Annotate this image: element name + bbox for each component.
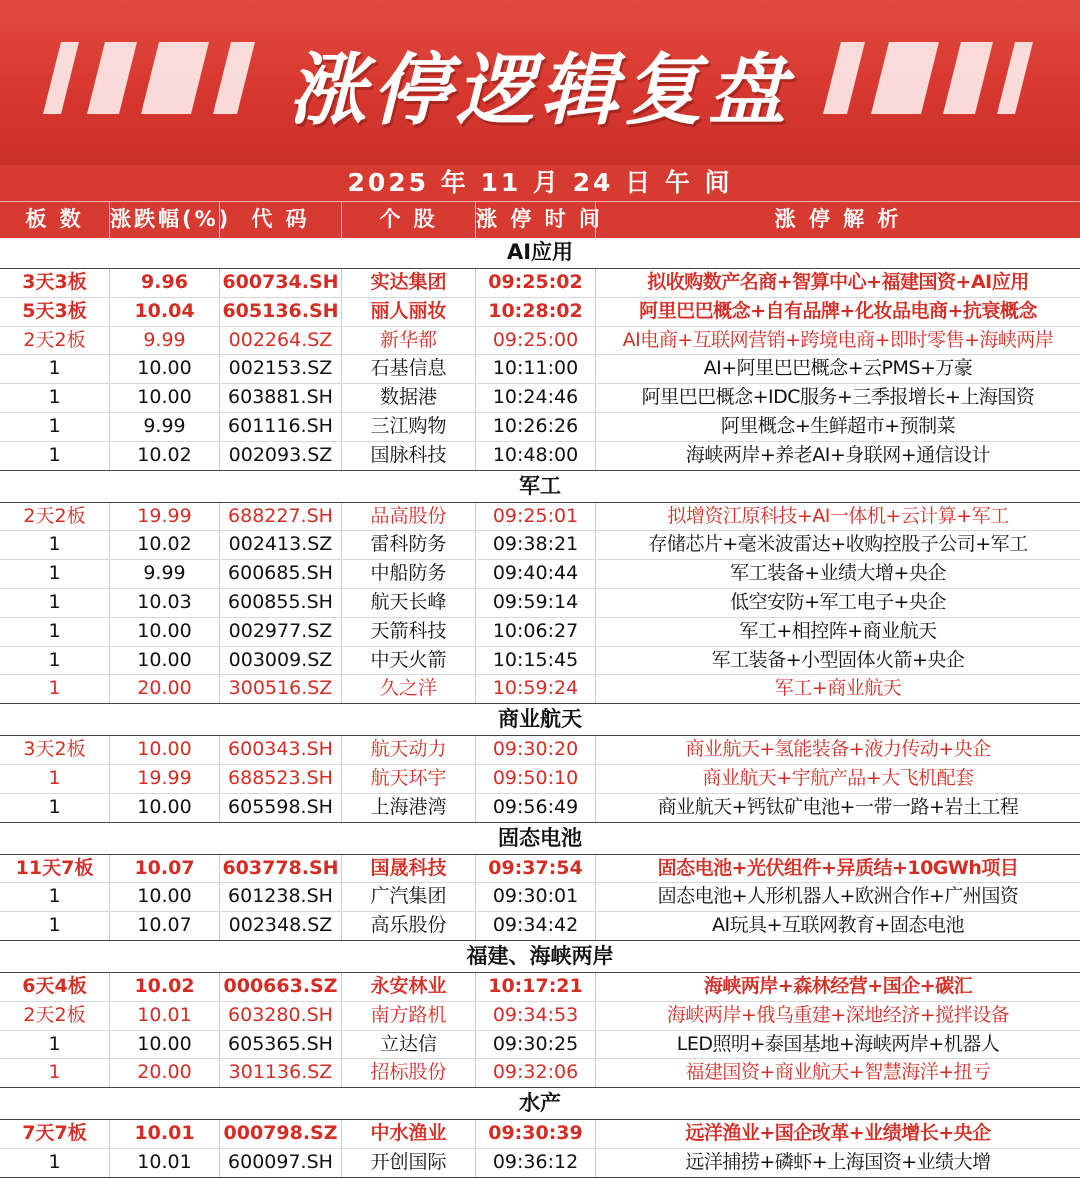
limit-time-cell: 09:56:49 (476, 794, 596, 822)
board-cell: 5天3板 (0, 298, 110, 326)
table-row (0, 736, 1080, 765)
sector-section (0, 237, 1080, 471)
stock-name-cell: 高乐股份 (342, 912, 476, 940)
analysis-cell: AI电商+互联网营销+跨境电商+即时零售+海峡两岸 (622, 328, 1054, 351)
change-cell: 10.02 (110, 442, 220, 470)
code-cell: 605365.SH (220, 1031, 342, 1059)
analysis-cell: AI+阿里巴巴概念+云PMS+万豪 (703, 357, 973, 380)
analysis-cell: 商业航天+氢能装备+液力传动+央企 (685, 738, 991, 761)
limit-time-cell: 10:15:45 (476, 647, 596, 675)
code-cell: 603280.SH (220, 1002, 342, 1030)
change-cell: 19.99 (110, 503, 220, 531)
code-cell: 002977.SZ (220, 618, 342, 646)
code-cell: 601116.SH (220, 413, 342, 441)
board-cell: 1 (0, 355, 110, 383)
change-cell: 10.07 (110, 855, 220, 883)
change-cell: 10.00 (110, 618, 220, 646)
limit-time-cell: 09:38:21 (476, 531, 596, 559)
table-row (0, 589, 1080, 618)
change-cell: 10.00 (110, 883, 220, 911)
limit-time-cell: 09:30:25 (476, 1031, 596, 1059)
table-row (0, 618, 1080, 647)
table-row (0, 647, 1080, 676)
stock-name-cell: 航天动力 (342, 736, 476, 764)
sector-section (0, 704, 1080, 822)
code-cell: 301136.SZ (220, 1059, 342, 1087)
stock-name-cell: 三江购物 (342, 413, 476, 441)
limit-time-cell: 09:25:01 (476, 503, 596, 531)
analysis-cell: 存储芯片+毫米波雷达+收购控股子公司+军工 (648, 533, 1028, 556)
analysis-cell: 海峡两岸+养老AI+身联网+通信设计 (685, 443, 991, 466)
table-row (0, 442, 1080, 470)
analysis-cell: 拟增资江原科技+AI一体机+云计算+军工 (667, 504, 1009, 527)
change-cell: 9.99 (110, 413, 220, 441)
title-banner (0, 0, 1080, 165)
limit-time-cell: 10:26:26 (476, 413, 596, 441)
date-line: 2025 年 11 月 24 日 午 间 (0, 165, 1080, 201)
sector-section (0, 941, 1080, 1088)
sector-title: 福建、海峡两岸 (0, 941, 1080, 973)
header-name: 个 股 (342, 202, 476, 238)
table-row (0, 1120, 1080, 1149)
stock-name-cell: 品高股份 (342, 503, 476, 531)
code-cell: 000798.SZ (220, 1120, 342, 1148)
analysis-cell: AI玩具+互联网教育+固态电池 (712, 914, 964, 937)
change-cell: 20.00 (110, 1059, 220, 1087)
analysis-cell: 商业航天+宇航产品+大飞机配套 (702, 766, 974, 789)
limit-time-cell: 09:50:10 (476, 765, 596, 793)
table-row (0, 298, 1080, 327)
limit-time-cell: 09:25:02 (476, 269, 596, 297)
board-cell: 1 (0, 560, 110, 588)
code-cell: 300516.SZ (220, 675, 342, 703)
limit-time-cell: 09:34:53 (476, 1002, 596, 1030)
change-cell: 10.00 (110, 736, 220, 764)
analysis-cell: 商业航天+钙钛矿电池+一带一路+岩土工程 (657, 795, 1019, 818)
stock-name-cell: 久之洋 (342, 675, 476, 703)
limit-time-cell: 10:28:02 (476, 298, 596, 326)
code-cell: 002264.SZ (220, 327, 342, 355)
stock-name-cell: 上海港湾 (342, 794, 476, 822)
change-cell: 20.00 (110, 675, 220, 703)
code-cell: 002093.SZ (220, 442, 342, 470)
change-cell: 10.04 (110, 298, 220, 326)
limit-time-cell: 09:30:39 (476, 1120, 596, 1148)
board-cell: 7天7板 (0, 1120, 110, 1148)
table-row (0, 560, 1080, 589)
sector-title: 水产 (0, 1088, 1080, 1120)
table-row (0, 675, 1080, 703)
change-cell: 10.01 (110, 1149, 220, 1177)
stock-name-cell: 天箭科技 (342, 618, 476, 646)
stock-name-cell: 开创国际 (342, 1149, 476, 1177)
change-cell: 10.02 (110, 531, 220, 559)
board-cell: 11天7板 (0, 855, 110, 883)
change-cell: 10.00 (110, 1031, 220, 1059)
analysis-cell: 远洋渔业+国企改革+业绩增长+央企 (685, 1122, 991, 1145)
code-cell: 600343.SH (220, 736, 342, 764)
stock-name-cell: 新华都 (342, 327, 476, 355)
stock-name-cell: 中水渔业 (342, 1120, 476, 1148)
analysis-cell: 福建国资+商业航天+智慧海洋+扭亏 (685, 1061, 991, 1084)
analysis-cell: 军工装备+业绩大增+央企 (730, 562, 946, 585)
stock-name-cell: 立达信 (342, 1031, 476, 1059)
board-cell: 2天2板 (0, 503, 110, 531)
table-row (0, 883, 1080, 912)
limit-time-cell: 09:32:06 (476, 1059, 596, 1087)
code-cell: 600097.SH (220, 1149, 342, 1177)
analysis-cell: 固态电池+光伏组件+异质结+10GWh项目 (657, 856, 1019, 879)
header-change: 涨跌幅(%) (110, 202, 220, 238)
sector-section (0, 1088, 1080, 1178)
code-cell: 605136.SH (220, 298, 342, 326)
stock-name-cell: 中天火箭 (342, 647, 476, 675)
stock-table (0, 237, 1080, 1178)
limit-time-cell: 10:06:27 (476, 618, 596, 646)
change-cell: 10.03 (110, 589, 220, 617)
analysis-cell: 拟收购数产名商+智算中心+福建国资+AI应用 (647, 271, 1029, 293)
analysis-cell: 阿里概念+生鲜超市+预制菜 (720, 414, 956, 437)
code-cell: 603778.SH (220, 855, 342, 883)
code-cell: 002348.SZ (220, 912, 342, 940)
analysis-cell: LED照明+泰国基地+海峡两岸+机器人 (676, 1032, 1000, 1055)
sector-title: AI应用 (0, 237, 1080, 269)
table-row (0, 269, 1080, 298)
board-cell: 1 (0, 1031, 110, 1059)
table-header (0, 201, 1080, 238)
board-cell: 1 (0, 912, 110, 940)
analysis-cell: 阿里巴巴概念+自有品牌+化妆品电商+抗衰概念 (639, 299, 1037, 322)
analysis-cell: 远洋捕捞+磷虾+上海国资+业绩大增 (685, 1150, 991, 1173)
stock-name-cell: 石基信息 (342, 355, 476, 383)
header-code: 代 码 (220, 202, 342, 238)
analysis-cell: 低空安防+军工电子+央企 (730, 590, 946, 613)
header-time: 涨 停 时 间 (476, 202, 596, 238)
table-row (0, 765, 1080, 794)
code-cell: 600734.SH (220, 269, 342, 297)
code-cell: 600685.SH (220, 560, 342, 588)
change-cell: 10.00 (110, 384, 220, 412)
limit-time-cell: 10:59:24 (476, 675, 596, 703)
stock-name-cell: 数据港 (342, 384, 476, 412)
sector-title: 军工 (0, 471, 1080, 503)
limit-time-cell: 09:37:54 (476, 855, 596, 883)
table-row (0, 794, 1080, 822)
analysis-cell: 海峡两岸+森林经营+国企+碳汇 (703, 974, 973, 997)
board-cell: 1 (0, 1149, 110, 1177)
sector-section (0, 823, 1080, 941)
board-cell: 6天4板 (0, 973, 110, 1001)
code-cell: 003009.SZ (220, 647, 342, 675)
sector-section (0, 471, 1080, 705)
analysis-cell: 军工装备+小型固体火箭+央企 (711, 648, 965, 671)
stock-name-cell: 航天长峰 (342, 589, 476, 617)
change-cell: 10.01 (110, 1120, 220, 1148)
limit-time-cell: 09:34:42 (476, 912, 596, 940)
table-row (0, 1149, 1080, 1177)
code-cell: 601238.SH (220, 883, 342, 911)
stock-name-cell: 雷科防务 (342, 531, 476, 559)
board-cell: 2天2板 (0, 327, 110, 355)
stock-name-cell: 国晟科技 (342, 855, 476, 883)
change-cell: 9.99 (110, 327, 220, 355)
limit-time-cell: 09:36:12 (476, 1149, 596, 1177)
limit-time-cell: 10:17:21 (476, 973, 596, 1001)
stock-name-cell: 南方路机 (342, 1002, 476, 1030)
change-cell: 19.99 (110, 765, 220, 793)
board-cell: 1 (0, 618, 110, 646)
board-cell: 1 (0, 675, 110, 703)
table-row (0, 1031, 1080, 1060)
stock-name-cell: 广汽集团 (342, 883, 476, 911)
table-row (0, 912, 1080, 940)
code-cell: 688227.SH (220, 503, 342, 531)
stock-name-cell: 丽人丽妆 (342, 298, 476, 326)
stock-name-cell: 永安林业 (342, 973, 476, 1001)
code-cell: 000663.SZ (220, 973, 342, 1001)
limit-time-cell: 09:59:14 (476, 589, 596, 617)
table-row (0, 1059, 1080, 1087)
sector-title: 商业航天 (0, 704, 1080, 736)
header-board: 板 数 (0, 202, 110, 238)
table-row (0, 503, 1080, 532)
change-cell: 10.01 (110, 1002, 220, 1030)
limit-time-cell: 09:30:01 (476, 883, 596, 911)
board-cell: 1 (0, 883, 110, 911)
board-cell: 1 (0, 647, 110, 675)
code-cell: 605598.SH (220, 794, 342, 822)
page-title: 涨停逻辑复盘 (287, 46, 792, 136)
change-cell: 10.02 (110, 973, 220, 1001)
change-cell: 9.99 (110, 560, 220, 588)
board-cell: 1 (0, 413, 110, 441)
analysis-cell: 军工+商业航天 (774, 677, 902, 700)
analysis-cell: 军工+相控阵+商业航天 (739, 619, 937, 642)
analysis-cell: 阿里巴巴概念+IDC服务+三季报增长+上海国资 (641, 386, 1035, 409)
table-row (0, 384, 1080, 413)
code-cell: 603881.SH (220, 384, 342, 412)
table-row (0, 1002, 1080, 1031)
board-cell: 3天3板 (0, 269, 110, 297)
code-cell: 688523.SH (220, 765, 342, 793)
analysis-cell: 固态电池+人形机器人+欧洲合作+广州国资 (657, 885, 1019, 908)
board-cell: 1 (0, 765, 110, 793)
board-cell: 1 (0, 589, 110, 617)
stock-name-cell: 航天环宇 (342, 765, 476, 793)
board-cell: 1 (0, 531, 110, 559)
code-cell: 002413.SZ (220, 531, 342, 559)
table-row (0, 355, 1080, 384)
change-cell: 9.96 (110, 269, 220, 297)
limit-time-cell: 10:48:00 (476, 442, 596, 470)
table-row (0, 855, 1080, 884)
board-cell: 1 (0, 384, 110, 412)
analysis-cell: 海峡两岸+俄乌重建+深地经济+搅拌设备 (666, 1003, 1010, 1026)
board-cell: 1 (0, 442, 110, 470)
limit-time-cell: 10:24:46 (476, 384, 596, 412)
stock-name-cell: 实达集团 (342, 269, 476, 297)
code-cell: 600855.SH (220, 589, 342, 617)
table-row (0, 327, 1080, 356)
limit-time-cell: 09:25:00 (476, 327, 596, 355)
sector-title: 固态电池 (0, 823, 1080, 855)
table-row (0, 973, 1080, 1002)
board-cell: 1 (0, 794, 110, 822)
stock-name-cell: 招标股份 (342, 1059, 476, 1087)
change-cell: 10.00 (110, 647, 220, 675)
stock-name-cell: 中船防务 (342, 560, 476, 588)
table-row (0, 413, 1080, 442)
board-cell: 1 (0, 1059, 110, 1087)
limit-time-cell: 10:11:00 (476, 355, 596, 383)
board-cell: 3天2板 (0, 736, 110, 764)
change-cell: 10.00 (110, 794, 220, 822)
table-row (0, 531, 1080, 560)
board-cell: 2天2板 (0, 1002, 110, 1030)
change-cell: 10.00 (110, 355, 220, 383)
limit-time-cell: 09:40:44 (476, 560, 596, 588)
limit-time-cell: 09:30:20 (476, 736, 596, 764)
stock-name-cell: 国脉科技 (342, 442, 476, 470)
code-cell: 002153.SZ (220, 355, 342, 383)
header-analysis: 涨 停 解 析 (774, 207, 902, 231)
change-cell: 10.07 (110, 912, 220, 940)
